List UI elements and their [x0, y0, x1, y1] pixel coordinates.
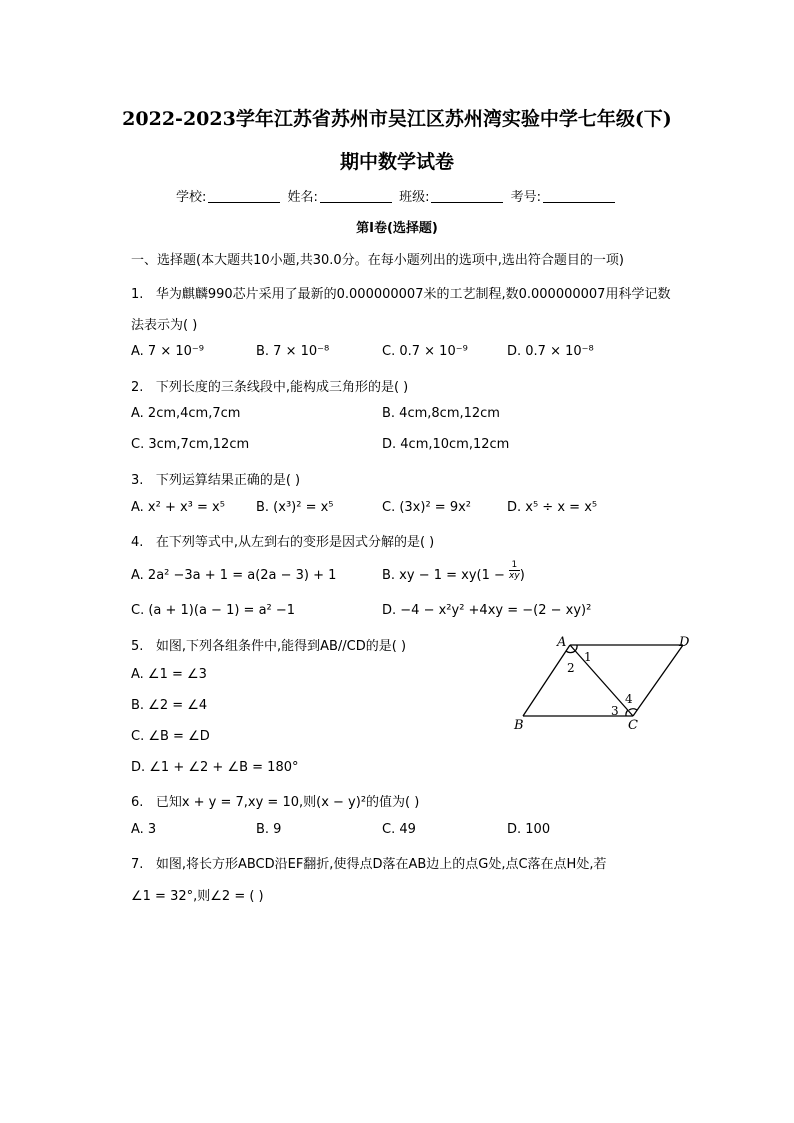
class-label: 班级:	[399, 190, 430, 205]
question-number: 5.	[131, 639, 144, 654]
section-heading: 一、选择题(本大题共10小题,共30.0分。在每小题列出的选项中,选出符合题目的一项)	[131, 253, 624, 268]
student-info	[0, 186, 794, 205]
q2-option-a: A. 2cm,4cm,7cm	[131, 406, 241, 421]
q5-option-d: D. ∠1 + ∠2 + ∠B = 180°	[131, 760, 299, 775]
question-6	[131, 791, 419, 810]
angle-2-arc	[566, 651, 575, 653]
label-d: D	[679, 635, 690, 650]
name-blank	[320, 190, 392, 203]
q3-option-c: C. (3x)² = 9x²	[382, 500, 471, 515]
q4-option-d: D. −4 − x²y² +4xy = −(2 − xy)²	[382, 603, 592, 618]
q6-option-d: D. 100	[507, 822, 551, 837]
q4-option-b	[382, 560, 525, 583]
question-stem: 下列运算结果正确的是( )	[155, 473, 301, 488]
q1-option-b: B. 7 × 10⁻⁸	[256, 344, 330, 359]
question-7-line2: ∠1 = 32°,则∠2 = ( )	[131, 889, 264, 904]
q4-option-a: A. 2a² −3a + 1 = a(2a − 3) + 1	[131, 568, 337, 583]
q1-option-c: C. 0.7 × 10⁻⁹	[382, 344, 468, 359]
question-1-line2: 法表示为( )	[131, 318, 198, 333]
label-angle-2: 2	[567, 661, 575, 675]
fraction-denominator: xy	[509, 571, 520, 581]
q2-option-b: B. 4cm,8cm,12cm	[382, 406, 500, 421]
question-number: 3.	[131, 473, 144, 488]
angle-3-arc	[626, 710, 628, 716]
q4-option-b-close: )	[519, 568, 525, 583]
question-5	[131, 635, 406, 654]
segment-ab	[523, 645, 570, 716]
segment-dc	[633, 645, 683, 716]
q5-option-b: B. ∠2 = ∠4	[131, 698, 208, 713]
exam-title-line2: 期中数学试卷	[339, 151, 454, 173]
q4-option-b-fraction	[509, 560, 520, 581]
question-stem: 如图,下列各组条件中,能得到AB//CD的是( )	[155, 639, 407, 654]
q1-option-a: A. 7 × 10⁻⁹	[131, 344, 204, 359]
q6-option-c: C. 49	[382, 822, 416, 837]
label-angle-3: 3	[611, 704, 619, 718]
exam-no-label: 考号:	[510, 190, 541, 205]
question-2	[131, 376, 408, 395]
question-stem: 华为麒麟990芯片采用了最新的0.000000007米的工艺制程,数0.000000007用科学记数	[155, 287, 671, 302]
question-number: 1.	[131, 287, 144, 302]
label-angle-4: 4	[625, 692, 633, 706]
question-4	[131, 531, 434, 550]
name-label: 姓名:	[287, 190, 318, 205]
question-1	[131, 283, 670, 302]
school-label: 学校:	[176, 190, 207, 205]
question-7	[131, 853, 606, 872]
question-number: 2.	[131, 380, 144, 395]
q5-parallelogram-figure	[505, 632, 705, 737]
fraction-numerator: 1	[509, 560, 520, 571]
q3-option-d: D. x⁵ ÷ x = x⁵	[507, 500, 598, 515]
q6-option-a: A. 3	[131, 822, 157, 837]
question-stem: 如图,将长方形ABCD沿EF翻折,使得点D落在AB边上的点G处,点C落在点H处,若	[155, 857, 607, 872]
angle-4-arc	[629, 709, 637, 710]
q2-option-d: D. 4cm,10cm,12cm	[382, 437, 510, 452]
q4-option-c: C. (a + 1)(a − 1) = a² −1	[131, 603, 296, 618]
volume-heading: 第I卷(选择题)	[356, 221, 438, 236]
label-angle-1: 1	[584, 650, 592, 664]
question-3	[131, 469, 300, 488]
question-number: 6.	[131, 795, 144, 810]
angle-1-arc	[575, 645, 577, 651]
school-blank	[208, 190, 280, 203]
q3-option-b: B. (x³)² = x⁵	[256, 500, 334, 515]
q5-option-c: C. ∠B = ∠D	[131, 729, 210, 744]
question-stem: 在下列等式中,从左到右的变形是因式分解的是( )	[155, 535, 435, 550]
exam-title-line1: 2022-2023学年江苏省苏州市吴江区苏州湾实验中学七年级(下)	[122, 108, 672, 130]
q1-option-d: D. 0.7 × 10⁻⁸	[507, 344, 594, 359]
label-c: C	[628, 718, 638, 733]
question-number: 7.	[131, 857, 144, 872]
q2-option-c: C. 3cm,7cm,12cm	[131, 437, 250, 452]
question-stem: 下列长度的三条线段中,能构成三角形的是( )	[155, 380, 409, 395]
q3-option-a: A. x² + x³ = x⁵	[131, 500, 225, 515]
label-a: A	[557, 635, 567, 650]
question-stem: 已知x + y = 7,xy = 10,则(x − y)²的值为( )	[155, 795, 420, 810]
q4-option-b-text: B. xy − 1 = xy(1 −	[382, 568, 510, 583]
question-number: 4.	[131, 535, 144, 550]
label-b: B	[514, 718, 524, 733]
segment-ac	[570, 645, 633, 716]
exam-no-blank	[543, 190, 615, 203]
class-blank	[431, 190, 503, 203]
q6-option-b: B. 9	[256, 822, 282, 837]
q5-option-a: A. ∠1 = ∠3	[131, 667, 207, 682]
